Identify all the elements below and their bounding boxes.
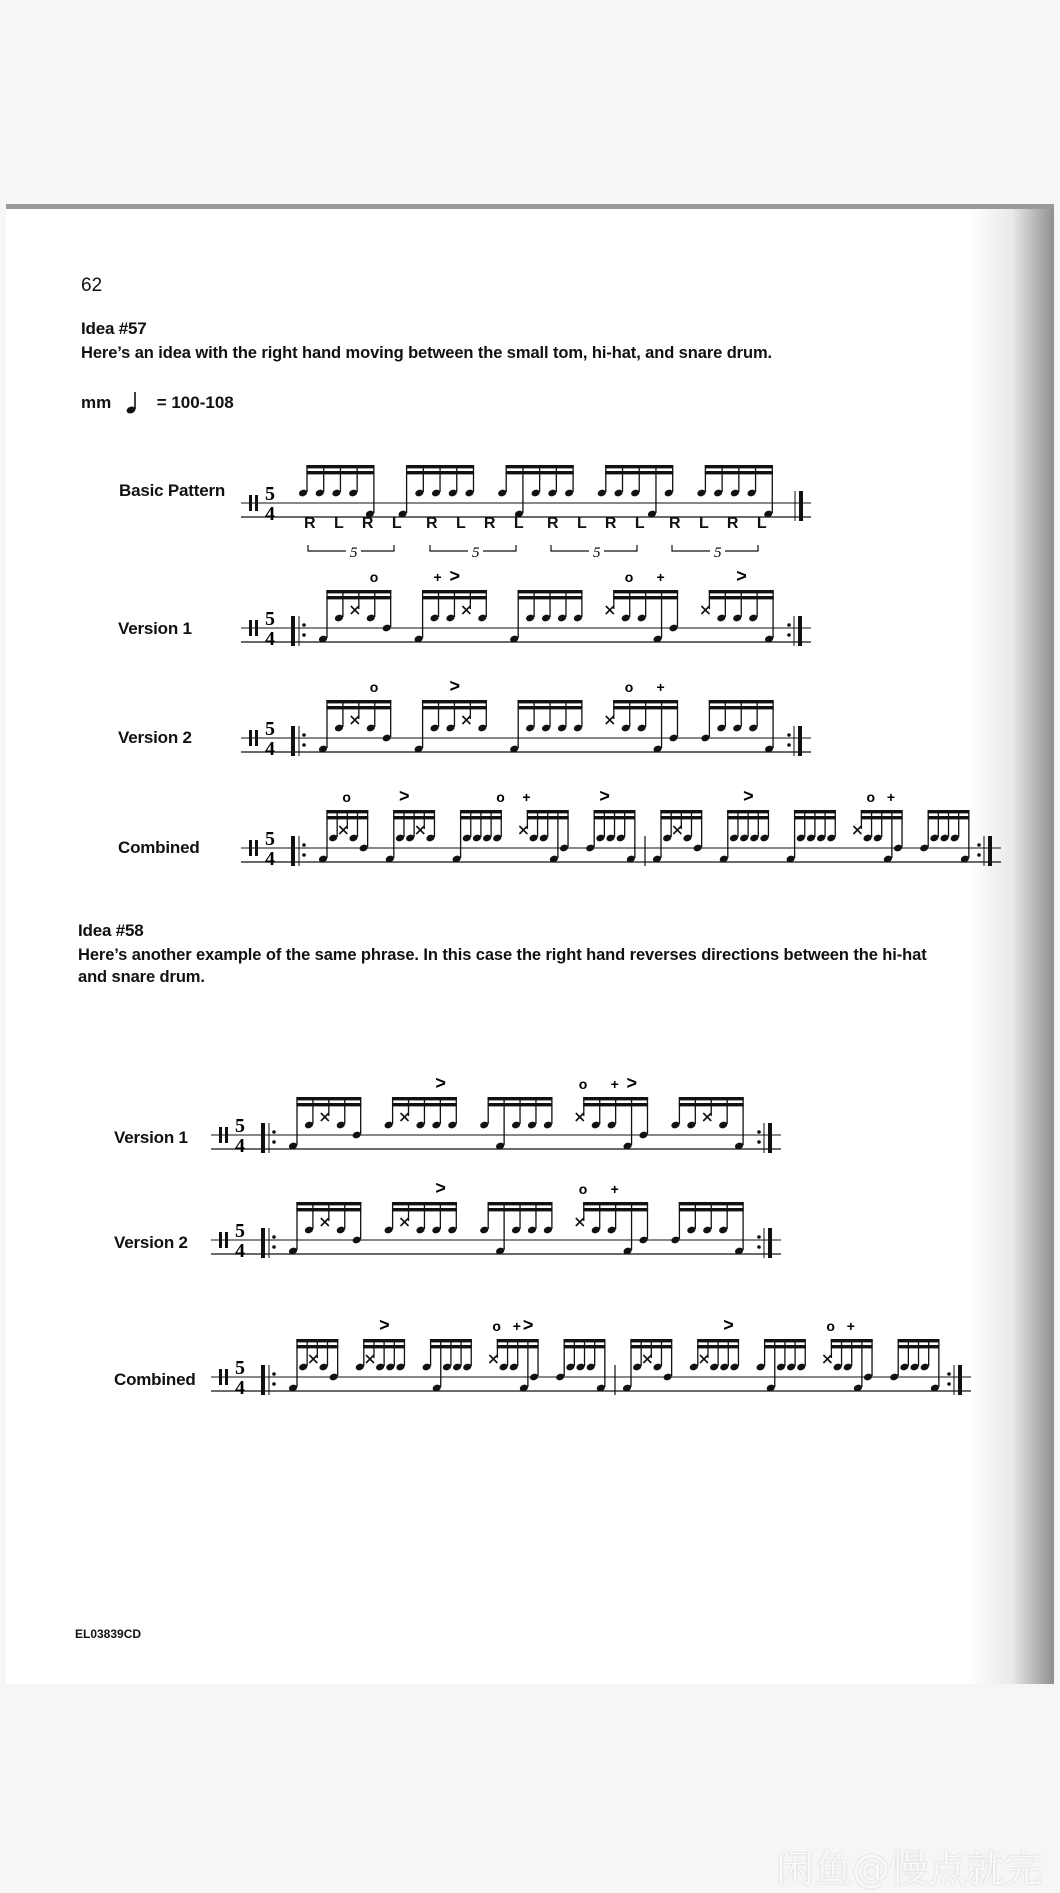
svg-text:>: > — [379, 1315, 390, 1335]
idea-58-title: Idea #58 — [78, 921, 144, 940]
svg-text:+: + — [522, 789, 531, 805]
svg-text:o: o — [492, 1318, 501, 1334]
idea-58-description-line1: Here’s another example of the same phrase. In this case the right hand reverses directions between the hi-hat — [78, 946, 927, 964]
staff-idea58-version-1 — [211, 1069, 781, 1164]
svg-text:>: > — [599, 786, 610, 806]
quintuplet-number-2: 5 — [472, 545, 480, 561]
basic-pattern-label: Basic Pattern — [119, 481, 226, 500]
time-signature-bottom: 4 — [235, 1135, 245, 1157]
time-signature-bottom: 4 — [265, 848, 275, 870]
time-signature-top: 5 — [265, 718, 275, 740]
quintuplet-brackets — [306, 541, 786, 561]
svg-text:o: o — [369, 569, 379, 585]
svg-text:o: o — [826, 1318, 835, 1334]
svg-text:>: > — [743, 786, 754, 806]
staff-idea57-version-2 — [241, 672, 811, 767]
svg-text:o: o — [496, 789, 505, 805]
staff-idea58-version-2 — [211, 1174, 781, 1269]
svg-text:o: o — [369, 679, 379, 695]
svg-text:o: o — [624, 569, 634, 585]
svg-text:+: + — [846, 1318, 855, 1334]
footer-code: EL03839CD — [75, 1627, 142, 1641]
svg-text:>: > — [435, 1178, 446, 1198]
svg-text:o: o — [578, 1076, 588, 1092]
time-signature-bottom: 4 — [235, 1377, 245, 1399]
version-1-label-2: Version 1 — [114, 1128, 188, 1147]
sticking-group-2: R L R L — [426, 515, 531, 532]
time-signature-top: 5 — [265, 828, 275, 850]
tempo-prefix: mm — [81, 393, 112, 412]
combined-label-2: Combined — [114, 1370, 196, 1389]
svg-text:+: + — [656, 679, 665, 695]
svg-text:+: + — [886, 789, 896, 805]
idea-57-title: Idea #57 — [81, 319, 147, 338]
sticking-group-4: R L R L — [669, 515, 774, 532]
staff-idea57-version-1 — [241, 562, 811, 657]
svg-text:o: o — [866, 789, 876, 805]
time-signature-bottom: 4 — [235, 1240, 245, 1262]
svg-text:o: o — [624, 679, 634, 695]
staff-idea58-combined — [211, 1311, 971, 1406]
tempo-marking — [81, 392, 234, 414]
svg-text:+: + — [512, 1318, 521, 1334]
time-signature-top: 5 — [265, 608, 275, 630]
idea-58-description-line2: and snare drum. — [78, 968, 205, 986]
svg-text:>: > — [522, 1315, 534, 1335]
time-signature-top: 5 — [235, 1115, 245, 1137]
svg-text:+: + — [433, 569, 442, 585]
svg-text:>: > — [723, 1315, 734, 1335]
quarter-note-icon — [116, 392, 152, 414]
svg-text:+: + — [610, 1076, 619, 1092]
svg-text:>: > — [626, 1073, 638, 1093]
time-signature-top: 5 — [235, 1357, 245, 1379]
combined-label: Combined — [118, 838, 200, 857]
quintuplet-number-4: 5 — [714, 545, 722, 561]
time-signature-top: 5 — [235, 1220, 245, 1242]
svg-text:>: > — [398, 786, 410, 806]
staff-idea57-combined — [241, 782, 1001, 877]
watermark: 闲鱼@慢点就完 — [775, 1847, 1042, 1891]
svg-text:>: > — [736, 566, 747, 586]
time-signature-bottom: 4 — [265, 503, 275, 525]
sticking-group-1: R L R L — [304, 515, 409, 532]
svg-text:o: o — [578, 1181, 588, 1197]
score-page — [6, 204, 1054, 1684]
svg-text:+: + — [656, 569, 665, 585]
time-signature-bottom: 4 — [265, 628, 275, 650]
svg-text:>: > — [449, 566, 460, 586]
svg-text:>: > — [435, 1073, 446, 1093]
version-2-label: Version 2 — [118, 728, 192, 747]
quintuplet-number-3: 5 — [593, 545, 601, 561]
svg-text:>: > — [449, 676, 460, 696]
time-signature-top: 5 — [265, 483, 275, 505]
version-1-label: Version 1 — [118, 619, 192, 638]
sticking-group-3: R L R L — [547, 515, 652, 532]
svg-text:+: + — [610, 1181, 619, 1197]
tempo-value: = 100-108 — [156, 393, 234, 412]
page-number: 62 — [81, 275, 103, 296]
time-signature-bottom: 4 — [265, 738, 275, 760]
quintuplet-number-1: 5 — [350, 545, 358, 561]
version-2-label-2: Version 2 — [114, 1233, 188, 1252]
idea-57-description: Here’s an idea with the right hand moving between the small tom, hi-hat, and snare drum. — [81, 344, 773, 362]
svg-text:o: o — [342, 789, 351, 805]
